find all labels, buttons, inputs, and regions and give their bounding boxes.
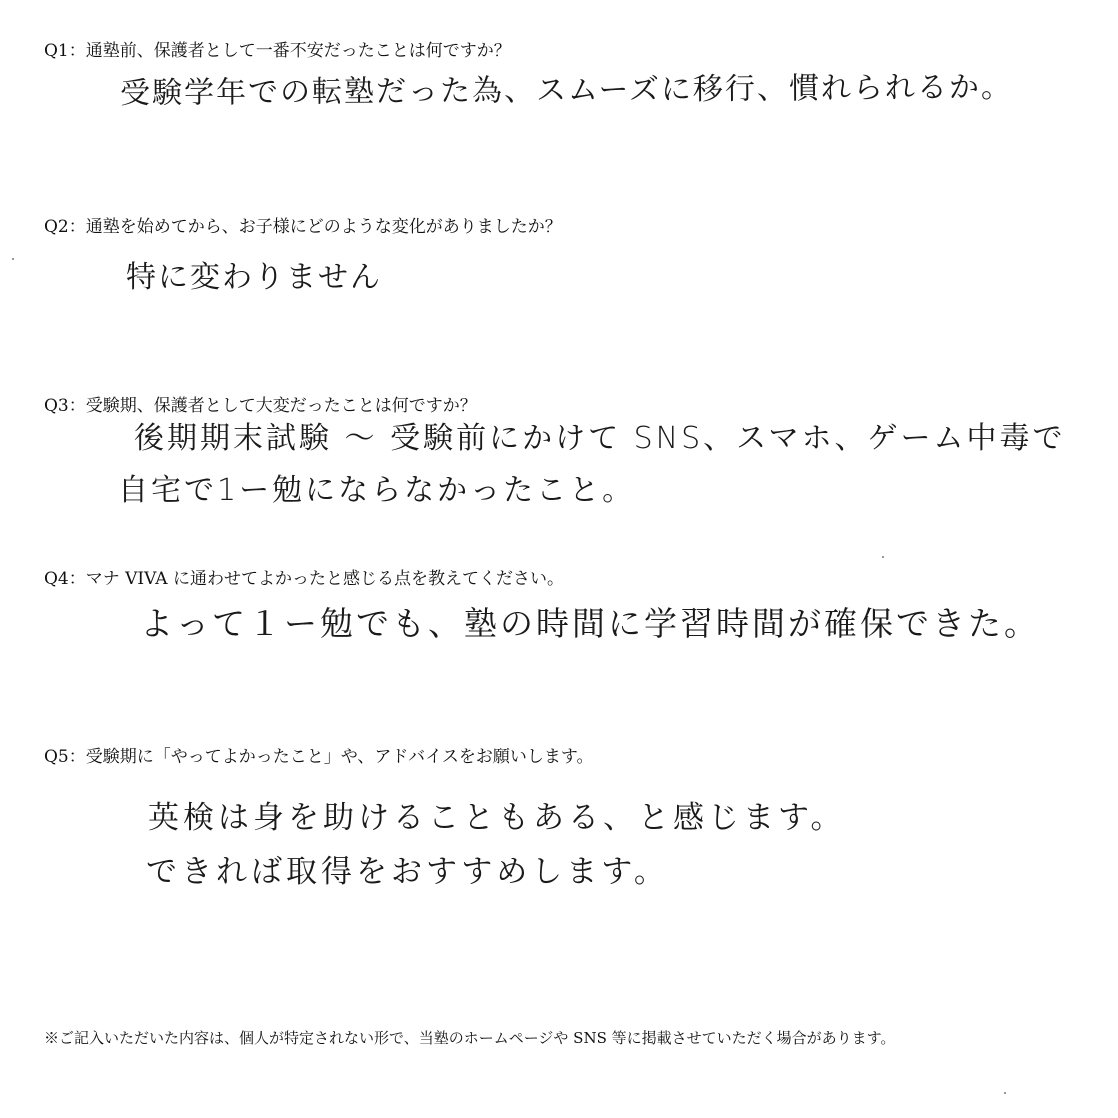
question-4: Q4：マナ VIVA に通わせてよかったと感じる点を教えてください。 <box>44 569 564 589</box>
question-3: Q3：受験期、保護者として大変だったことは何ですか？ <box>44 396 477 416</box>
answer-3-line-1: 後期期末試験 〜 受験前にかけて SNS、スマホ、ゲーム中毒で <box>134 421 1066 456</box>
question-5: Q5：受験期に「やってよかったこと」や、アドバイスをお願いします。 <box>44 747 594 767</box>
answer-5-line-2: できれば取得をおすすめします。 <box>146 854 669 890</box>
answer-1: 受験学年での転塾だった為、スムーズに移行、慣れられるか。 <box>119 69 1014 112</box>
answer-4: よって１ー勉でも、塾の時間に学習時間が確保できた。 <box>140 604 1040 643</box>
scan-speck <box>882 556 884 558</box>
answer-2: 特に変わりません <box>126 260 382 295</box>
answer-5-line-1: 英検は身を助けることもある、と感じます。 <box>148 800 846 836</box>
footer-note: ※ご記入いただいた内容は、個人が特定されない形で、当塾のホームページや SNS 等に掲載させていただく場合があります。 <box>44 1029 896 1047</box>
scan-speck <box>1004 1092 1006 1094</box>
scan-speck <box>12 258 14 260</box>
question-1: Q1：通塾前、保護者として一番不安だったことは何ですか？ <box>44 41 511 61</box>
answer-3-line-2: 自宅で1ー勉にならなかったこと。 <box>118 473 636 508</box>
question-2: Q2：通塾を始めてから、お子様にどのような変化がありましたか？ <box>44 217 562 237</box>
